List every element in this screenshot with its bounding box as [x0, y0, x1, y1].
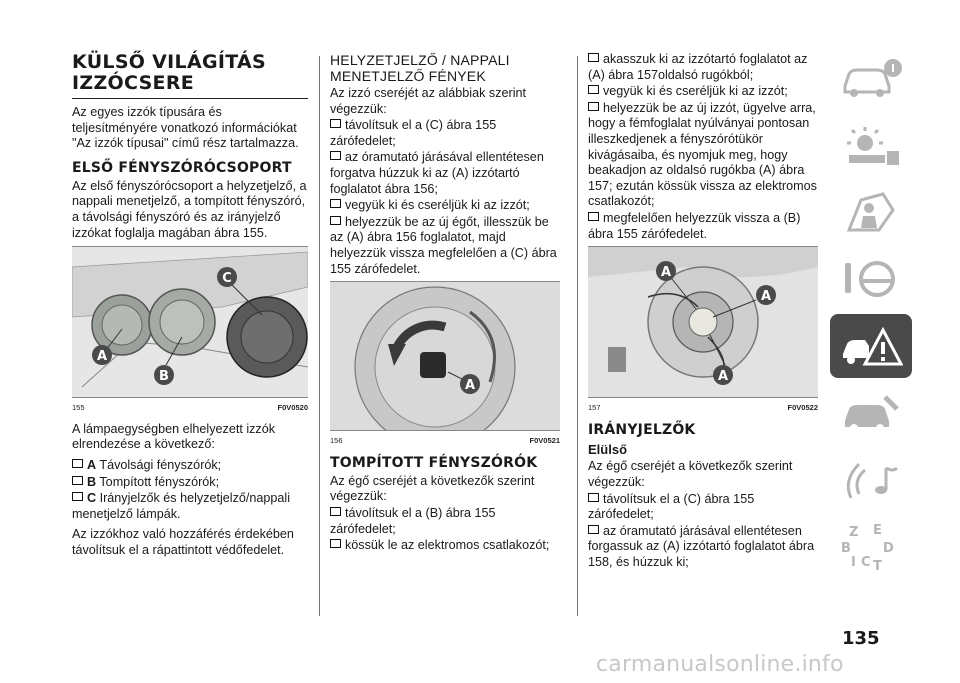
- column-2: [330, 52, 560, 555]
- tab-index[interactable]: [830, 515, 912, 579]
- tab-steering-keys[interactable]: [830, 247, 912, 311]
- step-item: vegyük ki és cseréljük ki az izzót;: [588, 84, 818, 100]
- legend-item-c: C Irányjelzők és helyzetjelző/nappali menetjelző lámpák.: [72, 491, 291, 521]
- low-beam-intro: Az égő cseréjét a következők szerint végezzük:: [330, 473, 535, 504]
- legend-item-b: B Tompított fényszórók;: [72, 475, 308, 491]
- step-item: helyezzük be az új izzót, ügyelve arra, hogy a fémfoglalat nyúlványai pontosan illeszkedjenek a fényszórótükör kivágásaiba, és nyomjuk meg, hogy beakadjon az oldalsó rugókba (A) ábra 157; ezután kössük vissza az elektromos csatlakozót;: [588, 100, 817, 209]
- svg-text:E: E: [873, 523, 882, 538]
- step-item: akasszuk ki az izzótartó foglalatot az (A) ábra 157oldalsó rugókból;: [588, 52, 808, 82]
- svg-text:D: D: [883, 541, 894, 556]
- tab-multimedia[interactable]: [830, 448, 912, 512]
- svg-text:T: T: [873, 559, 882, 572]
- step-item: kössük le az elektromos csatlakozót;: [330, 538, 560, 554]
- page-title: KÜLSŐ VILÁGÍTÁS IZZÓCSERE: [72, 52, 308, 99]
- tab-dashboard-lights[interactable]: [830, 113, 912, 177]
- figure-number: 156: [330, 436, 343, 446]
- closing-text: Az izzókhoz való hozzáférés érdekében távolítsuk el a rápattintott védőfedelet.: [72, 527, 294, 557]
- svg-text:C: C: [222, 271, 232, 287]
- multimedia-icon: [839, 458, 903, 502]
- column-divider: [577, 56, 578, 616]
- svg-text:A: A: [760, 289, 772, 305]
- figure-156-caption: [330, 433, 560, 449]
- svg-text:Z: Z: [849, 525, 859, 540]
- steering-keys-icon: [839, 257, 903, 301]
- car-wrench-icon: [839, 391, 903, 435]
- svg-text:B: B: [159, 369, 169, 385]
- headlight-assembly-illustration: [72, 247, 308, 397]
- figure-code: F0V0522: [787, 403, 818, 413]
- step-item: az óramutató járásával ellentétesen forgassuk az (A) izzótartó foglalatot ábra 158, és húzzuk ki;: [588, 523, 815, 569]
- bullet-box-icon: [588, 212, 599, 221]
- callout-a-label: [756, 285, 776, 305]
- bullet-box-icon: [72, 459, 83, 468]
- callout-c-label: [217, 267, 237, 287]
- tab-car-wrench[interactable]: [830, 381, 912, 445]
- callout-a-label: [656, 261, 676, 281]
- step-item: távolítsuk el a (C) ábra 155 zárófedelet;: [330, 118, 497, 148]
- watermark: carmanualsonline.info: [596, 652, 844, 677]
- figure-156: [330, 281, 560, 431]
- warning-triangle-icon: [839, 324, 903, 368]
- svg-text:B: B: [841, 541, 851, 556]
- column-1: [72, 52, 308, 564]
- callout-a-label: [713, 365, 733, 385]
- page-number: 135: [842, 628, 880, 649]
- figure-157-caption: [588, 400, 818, 416]
- intro-text: Az egyes izzók típusára és teljesítményére vonatkozó információkat "Az izzók típusai" című rész tartalmazza.: [72, 105, 299, 151]
- bullet-box-icon: [588, 53, 599, 62]
- step-item: helyezzük be az új égőt, illesszük be az (A) ábra 156 foglalatot, majd helyezzük vissza megfelelően a (C) ábra 155 zárófedelet.: [330, 214, 557, 276]
- section-heading-turn-signals: IRÁNYJELZŐK: [588, 421, 696, 438]
- position-lights-intro: Az izzó cseréjét az alábbiak szerint végezzük:: [330, 86, 526, 116]
- callout-b-label: [154, 365, 174, 385]
- subsection-heading-front: Elülső: [588, 441, 628, 457]
- step-item: távolítsuk el a (C) ábra 155 zárófedelet;: [588, 491, 755, 522]
- callout-a-label: [92, 345, 112, 365]
- bullet-box-icon: [330, 539, 341, 548]
- legend-item-a: A Távolsági fényszórók;: [72, 458, 308, 474]
- section-text: Az első fényszórócsoport a helyzetjelző, a nappali menetjelző, a tompított fényszóró, a távolsági fényszóró és az irányjelző izzókat foglalja magában ábra 155.: [72, 178, 307, 240]
- svg-text:C: C: [861, 555, 871, 570]
- bullet-box-icon: [72, 476, 83, 485]
- bullet-box-icon: [72, 492, 83, 501]
- svg-text:A: A: [717, 369, 729, 385]
- bullet-box-icon: [588, 525, 599, 534]
- tab-warning-triangle[interactable]: [830, 314, 912, 378]
- airbag-safety-icon: [839, 190, 903, 234]
- figure-155: [72, 246, 308, 398]
- section-heading-position-lights: HELYZETJELZŐ / NAPPALI MENETJELZŐ FÉNYEK: [330, 52, 510, 84]
- bulb-layout-text: A lámpaegységben elhelyezett izzók elrendezése a következő:: [72, 421, 276, 452]
- figure-157: [588, 246, 818, 398]
- figure-number: 157: [588, 403, 601, 413]
- bullet-box-icon: [588, 102, 599, 111]
- tab-car-info[interactable]: [830, 46, 912, 110]
- svg-text:A: A: [660, 265, 672, 281]
- dashboard-lights-icon: [839, 123, 903, 167]
- bullet-box-icon: [330, 199, 341, 208]
- figure-number: 155: [72, 403, 85, 413]
- bulb-holder-illustration: [330, 282, 560, 430]
- bullet-box-icon: [588, 493, 599, 502]
- column-divider: [319, 56, 320, 616]
- bullet-box-icon: [330, 119, 341, 128]
- callout-a-label: [460, 374, 480, 394]
- bulb-socket-illustration: [588, 247, 818, 397]
- bullet-box-icon: [330, 507, 341, 516]
- tab-airbag-safety[interactable]: [830, 180, 912, 244]
- svg-text:A: A: [464, 378, 476, 394]
- svg-text:A: A: [96, 349, 108, 365]
- step-item: vegyük ki és cseréljük ki az izzót;: [330, 198, 560, 214]
- step-item: megfelelően helyezzük vissza a (B) ábra 155 zárófedelet.: [588, 210, 801, 241]
- section-heading-low-beam: TOMPÍTOTT FÉNYSZÓRÓK: [330, 454, 538, 471]
- svg-text:I: I: [851, 555, 856, 570]
- bullet-box-icon: [330, 151, 341, 160]
- bullet-box-icon: [588, 85, 599, 94]
- figure-code: F0V0521: [529, 436, 560, 446]
- bullet-box-icon: [330, 216, 341, 225]
- chapter-tab-sidebar: [830, 46, 912, 582]
- section-heading-front-headlight: ELSŐ FÉNYSZÓRÓCSOPORT: [72, 159, 292, 176]
- step-item: az óramutató járásával ellentétesen forgatva húzzuk ki az (A) izzótartó foglalatot ábra 156;: [330, 150, 544, 196]
- figure-155-caption: [72, 400, 308, 416]
- column-3: [588, 52, 818, 571]
- figure-code: F0V0520: [277, 403, 308, 413]
- turn-signal-intro: Az égő cseréjét a következők szerint végezzük:: [588, 459, 793, 489]
- step-item: távolítsuk el a (B) ábra 155 zárófedelet;: [330, 505, 496, 536]
- index-letters-icon: [839, 522, 903, 572]
- car-info-icon: [839, 56, 903, 100]
